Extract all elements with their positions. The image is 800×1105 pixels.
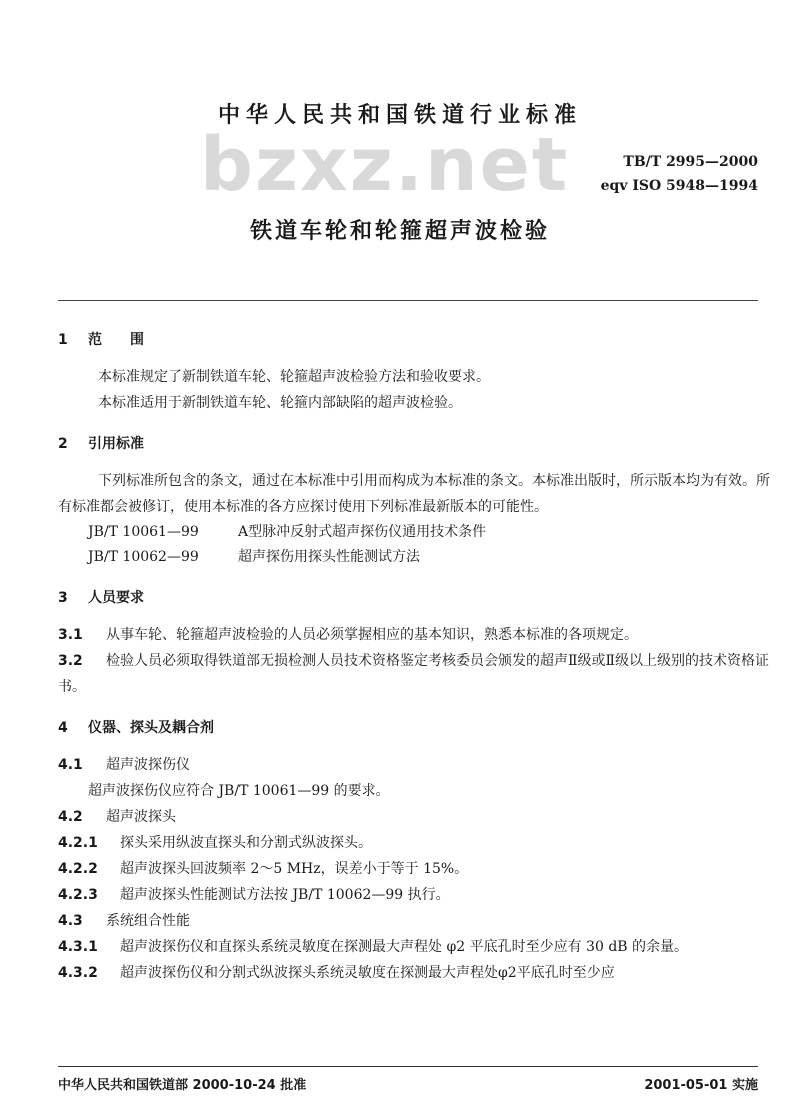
reference-code: JB/T 10061—99 (88, 524, 199, 540)
paragraph: 本标准适用于新制铁道车轮、轮箍内部缺陷的超声波检验。 (98, 395, 462, 411)
clause-number: 4.3 (58, 913, 83, 929)
implementation-date: 2001-05-01 实施 (644, 1078, 758, 1093)
paragraph: 本标准规定了新制铁道车轮、轮箍超声波检验方法和验收要求。 (98, 369, 490, 385)
section-number: 4 (58, 720, 68, 736)
paragraph: 下列标准所包含的条文，通过在本标准中引用而构成为本标准的条文。本标准出版时，所示版本均为有效。所有标准都会被修订，使用本标准的各方应探讨使用下列标准最新版本的可能性。 (58, 473, 770, 515)
clause-text: 超声波探伤仪和直探头系统灵敏度在探测最大声程处 φ2 平底孔时至少应有 30 dB 的余量。 (120, 939, 689, 955)
reference-name: A型脉冲反射式超声探伤仪通用技术条件 (238, 524, 487, 540)
header-divider (58, 300, 758, 301)
section-title: 人员要求 (88, 590, 144, 606)
approval-note: 中华人民共和国铁道部 2000-10-24 批准 (58, 1078, 307, 1093)
clause-heading (58, 908, 770, 934)
section-number: 2 (58, 436, 68, 452)
section-title: 引用标准 (88, 436, 144, 452)
section-1-heading (58, 328, 770, 352)
standard-category-title: 中华人民共和国铁道行业标准 (217, 103, 582, 128)
document-body (58, 328, 770, 986)
watermark: bzxz.net (200, 122, 570, 208)
section-4-heading (58, 716, 770, 740)
clause (58, 882, 770, 908)
clause-title: 超声波探头 (106, 809, 176, 825)
clause-number: 4.3.1 (58, 939, 98, 955)
clause-heading (58, 804, 770, 830)
clause-text: 超声波探伤仪应符合 JB/T 10061—99 的要求。 (88, 783, 390, 799)
reference-code: JB/T 10062—99 (88, 549, 199, 565)
clause-number: 3.1 (58, 627, 83, 643)
clause-number: 4.3.2 (58, 965, 98, 981)
clause-title: 超声波探伤仪 (106, 757, 190, 773)
clause-text: 超声波探头回波频率 2～5 MHz，误差小于等于 15%。 (120, 861, 469, 877)
clause-text: 从事车轮、轮箍超声波检验的人员必须掌握相应的基本知识，熟悉本标准的各项规定。 (106, 627, 638, 643)
clause-title: 系统组合性能 (106, 913, 190, 929)
clause-number: 4.2.1 (58, 835, 98, 851)
clause (58, 934, 770, 960)
standard-number-block (498, 150, 758, 198)
clause-text: 超声波探头性能测试方法按 JB/T 10062—99 执行。 (120, 887, 450, 903)
clause-number: 3.2 (58, 653, 83, 669)
clause-number: 4.2 (58, 809, 83, 825)
clause (58, 648, 770, 700)
clause-text: 探头采用纵波直探头和分割式纵波探头。 (120, 835, 372, 851)
section-3-heading (58, 586, 770, 610)
clause-number: 4.2.3 (58, 887, 98, 903)
clause-text: 超声波探伤仪和分割式纵波探头系统灵敏度在探测最大声程处φ2平底孔时至少应 (120, 965, 615, 981)
reference-item (58, 520, 770, 545)
equivalent-standard: eqv ISO 5948—1994 (600, 178, 758, 194)
clause-text: 检验人员必须取得铁道部无损检测人员技术资格鉴定考核委员会颁发的超声Ⅱ级或Ⅱ级以上级别的技术资格证书。 (58, 653, 770, 695)
clause (58, 856, 770, 882)
section-title: 仪器、探头及耦合剂 (88, 720, 214, 736)
section-title: 范 围 (88, 332, 144, 348)
clause (58, 960, 770, 986)
clause (58, 830, 770, 856)
section-2-heading (58, 432, 770, 456)
reference-name: 超声探伤用探头性能测试方法 (238, 549, 420, 565)
clause (58, 622, 770, 648)
section-number: 3 (58, 590, 68, 606)
section-number: 1 (58, 332, 68, 348)
footer-divider (58, 1066, 758, 1067)
clause-number: 4.2.2 (58, 861, 98, 877)
clause-heading (58, 752, 770, 778)
standard-number: TB/T 2995—2000 (623, 154, 758, 170)
reference-item (58, 545, 770, 570)
clause-number: 4.1 (58, 757, 83, 773)
document-title: 铁道车轮和轮箍超声波检验 (249, 219, 550, 244)
